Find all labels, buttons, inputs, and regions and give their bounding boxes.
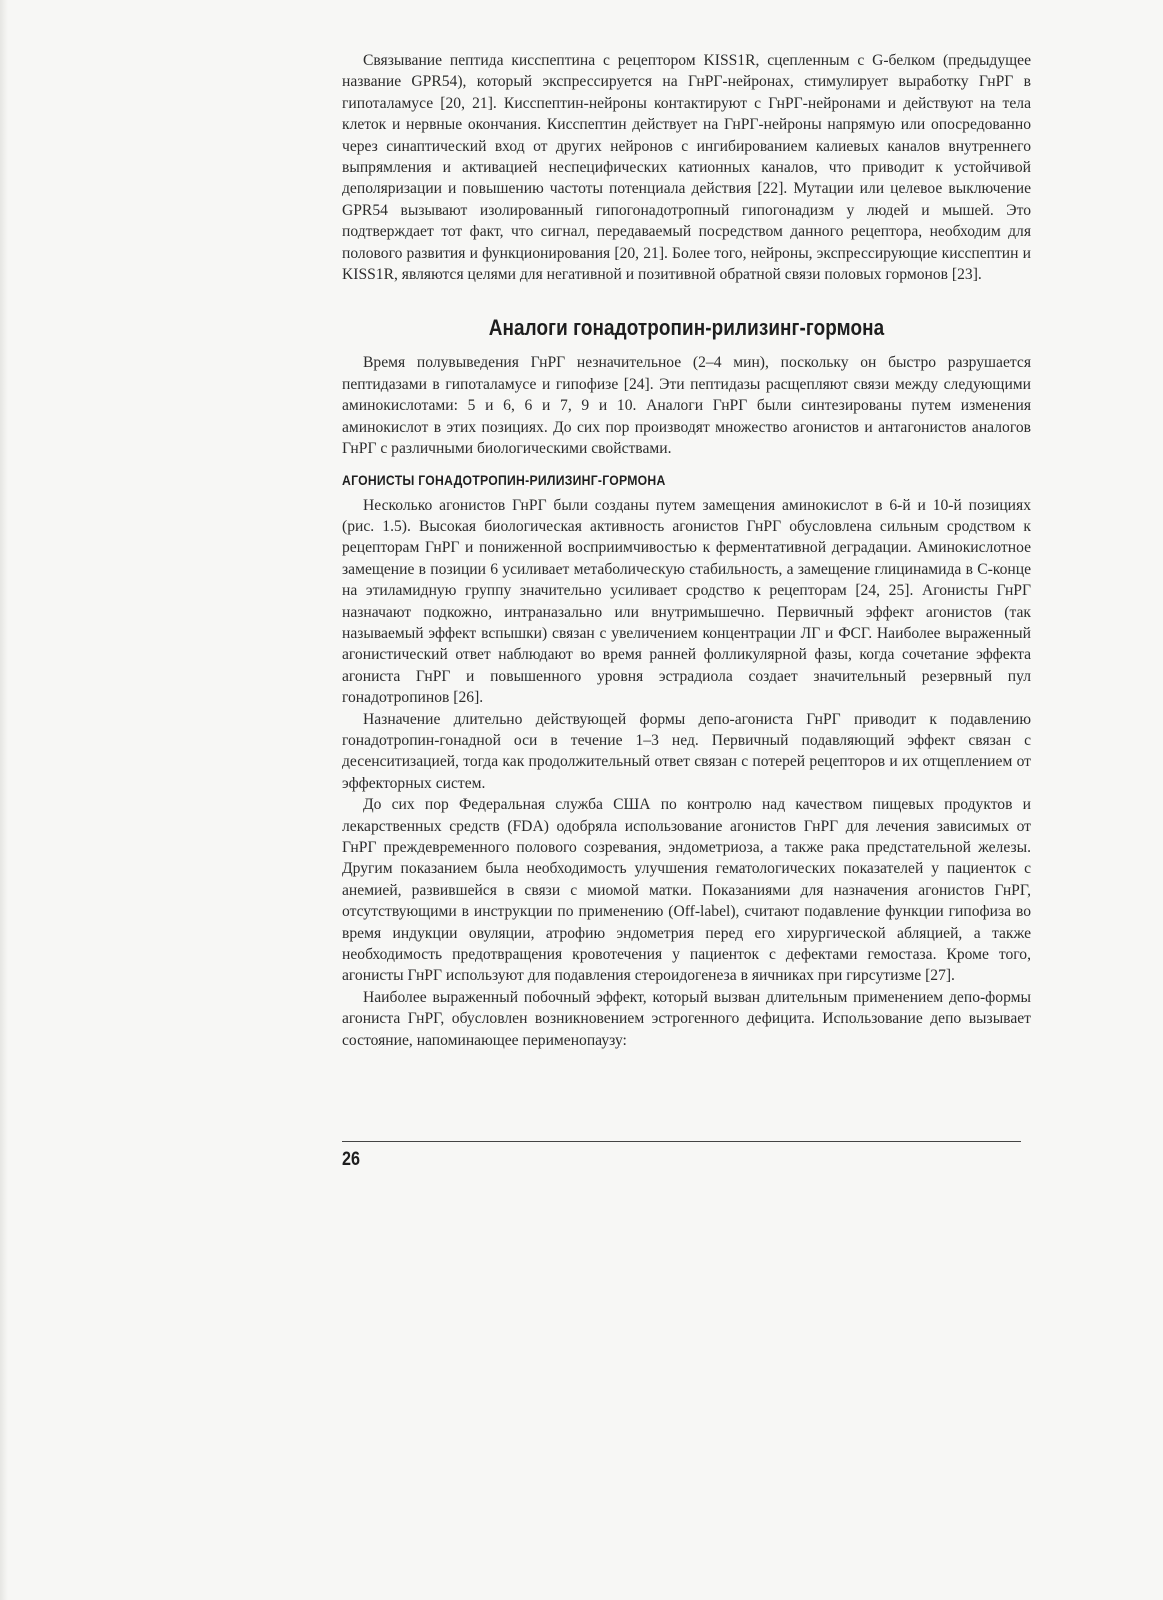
paragraph-agonists-creation: Несколько агонистов ГнРГ были созданы путем замещения аминокислот в 6-й и 10-й позициях (рис. 1.5). Высокая биологическая активность агонистов ГнРГ обусловлена сильным сродством к рецепторам ГнРГ и пониженной восприимчивостью к ферментативной деградации. Аминокислотное замещение в позиции 6 усиливает метаболическую стабильность, а замещение глицинамида в С-конце на этиламидную группу значительно усиливает сродство к рецепторам [24, 25]. Агонисты ГнРГ назначают подкожно, интраназально или внутримышечно. Первичный эффект агонистов (так называемый эффект вспышки) связан с увеличением концентрации ЛГ и ФСГ. Наиболее выраженный агонистический ответ наблюдают во время ранней фолликулярной фазы, когда сочетание эффекта агониста ГнРГ и повышенного уровня эстрадиола создает значительный резервный пул гонадотропинов [26]. bbox=[342, 496, 1031, 707]
paragraph-depot-agonist: Назначение длительно действующей формы депо-агониста ГнРГ приводит к подавлению гонадотропин-гонадной оси в течение 1–3 нед. Первичный подавляющий эффект связан с десенситизацией, тогда как продолжительный ответ связан с потерей рецепторов и их отщеплением от эффекторных систем. bbox=[342, 710, 1031, 792]
text-column bbox=[342, 50, 1031, 1051]
subheading-agonists: АГОНИСТЫ ГОНАДОТРОПИН-РИЛИЗИНГ-ГОРМОНА bbox=[342, 472, 666, 489]
paragraph-fda-indications: До сих пор Федеральная служба США по контролю над качеством пищевых продуктов и лекарственных средств (FDA) одобряла использование агонистов ГнРГ для лечения зависимых от ГнРГ преждевременного полового созревания, эндометриоза, а также рака предстательной железы. Другим показанием была необходимость улучшения гематологических показателей у пациенток с анемией, развившейся в связи с миомой матки. Показаниями для назначения агонистов ГнРГ, отсутствующими в инструкции по применению (Off-label), считают подавление функции гипофиза во время индукции овуляции, атрофию эндометрия перед его хирургической абляцией, а также необходимость предотвращения кровотечения у пациенток с дефектами гемостаза. Кроме того, агонисты ГнРГ используют для подавления стероидогенеза в яичниках при гирсутизме [27]. bbox=[342, 796, 1031, 985]
footer-rule bbox=[342, 1141, 1021, 1142]
paragraph-side-effects: Наиболее выраженный побочный эффект, который вызван длительным применением депо-формы агониста ГнРГ, обусловлен возникновением эстрогенного дефицита. Использование депо вызывает состояние, напоминающее перименопаузу: bbox=[342, 988, 1031, 1049]
page-number: 26 bbox=[342, 1149, 360, 1170]
page-edge-shadow bbox=[0, 0, 8, 1600]
paragraph-kisspeptin: Связывание пептида кисспептина с рецептором KISS1R, сцепленным с G-белком (предыдущее название GPR54), который экспрессируется на ГнРГ-нейронах, стимулирует выработку ГнРГ в гипоталамусе [20, 21]. Кисспептин-нейроны контактируют с ГнРГ-нейронами и действуют на тела клеток и нервные окончания. Кисспептин действует на ГнРГ-нейроны напрямую или опосредованно через синаптический вход от других нейронов с ингибированием калиевых каналов внутреннего выпрямления и активацией неспецифических катионных каналов, что приводит к устойчивой деполяризации и повышению частоты потенциала действия [22]. Мутации или целевое выключение GPR54 вызывают изолированный гипогонадотропный гипогонадизм у людей и мышей. Это подтверждает тот факт, что сигнал, передаваемый посредством данного рецептора, необходим для полового развития и функционирования [20, 21]. Более того, нейроны, экспрессирующие кисспептин и KISS1R, являются целями для негативной и позитивной обратной связи половых гормонов [23]. bbox=[342, 52, 1031, 284]
paragraph-half-life: Время полувыведения ГнРГ незначительное (2–4 мин), поскольку он быстро разрушается пептидазами в гипоталамусе и гипофизе [24]. Эти пептидазы расщепляют связи между следующими аминокислотами: 5 и 6, 6 и 7, 9 и 10. Аналоги ГнРГ были синтезированы путем изменения аминокислот в этих позициях. До сих пор производят множество агонистов и антагонистов аналогов ГнРГ с различными биологическими свойствами. bbox=[342, 354, 1031, 458]
section-heading: Аналоги гонадотропин-рилизинг-гормона bbox=[488, 315, 885, 341]
